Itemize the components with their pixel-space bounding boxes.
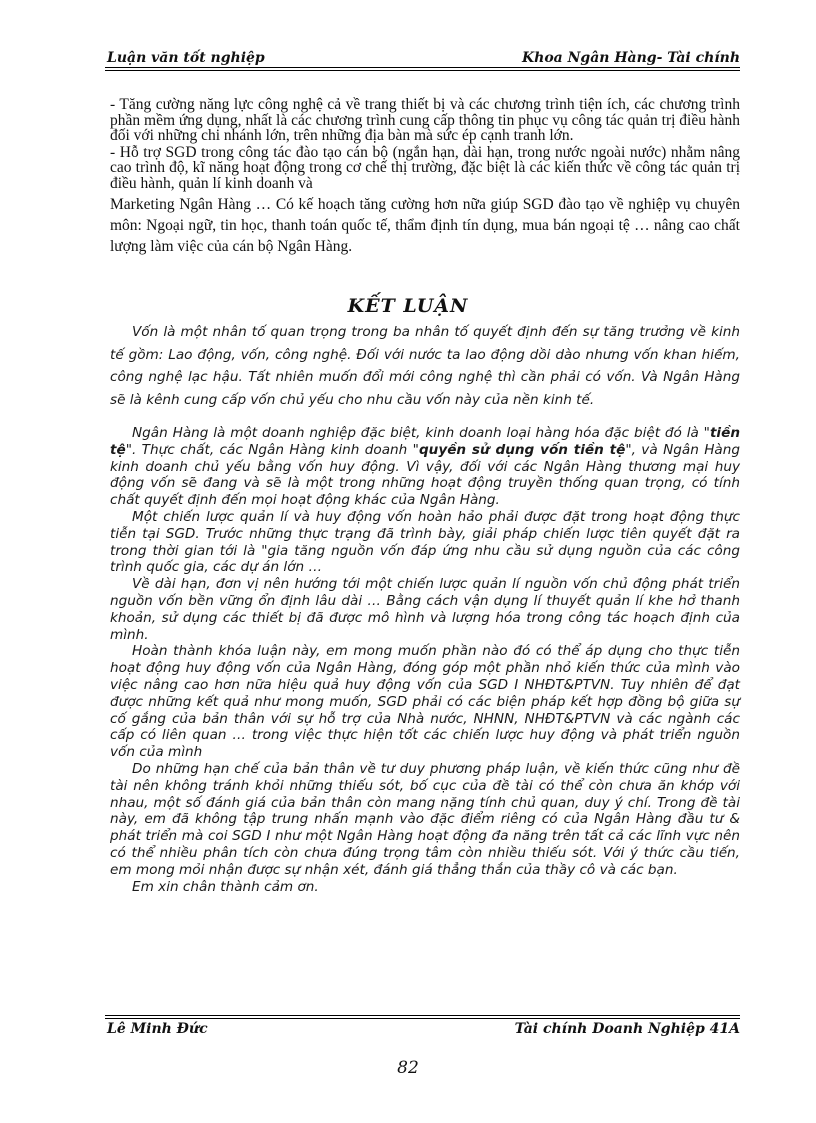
- emphasis-usage-right: quyền sử dụng vốn tiền tệ: [418, 441, 626, 458]
- recommendation-training: - Hỗ trợ SGD trong công tác đào tạo cán bộ (ngắn hạn, dài hạn, trong nước ngoài nước) nhằm nâng cao trình độ, kĩ năng hoạt động trong cơ chế thị trường, đặc biệt là các kiến thức về công tác quản trị điều hành, quản lí kinh doanh và: [110, 143, 740, 192]
- header-faculty-label: Khoa Ngân Hàng- Tài chính: [521, 50, 740, 66]
- footer-author: Lê Minh Đức: [107, 1021, 208, 1037]
- emphasis-currency: tiền tệ: [110, 425, 740, 458]
- paragraph-text: ", và Ngân Hàng kinh doanh chủ yếu bằng vốn huy động. Vì vậy, đối với các Ngân Hàng thương mại huy động vốn sẽ đang và sẽ là một trong những hoạt động truyền thống quan trọng, có tính chất quyết định đến mọi hoạt động khác của Ngân Hàng.: [110, 441, 740, 509]
- header-thesis-label: Luận văn tốt nghiệp: [107, 50, 265, 66]
- conclusion-paragraph-thanks: Em xin chân thành cảm ơn.: [132, 878, 319, 895]
- page-header: [105, 50, 740, 68]
- conclusion-paragraph-bank: [110, 425, 740, 509]
- paragraph-text: Ngân Hàng là một doanh nghiệp đặc biệt, kinh doanh loại hàng hóa đặc biệt đó là ": [132, 425, 710, 441]
- recommendation-marketing: Marketing Ngân Hàng … Có kế hoạch tăng cường hơn nữa giúp SGD đào tạo về nghiệp vụ chuyên môn: Ngoại ngữ, tin học, thanh toán quốc tế, thẩm định tín dụng, mua bán ngoại tệ … nâng cao chất lượng làm việc của cán bộ Ngân Hàng.: [110, 196, 740, 255]
- paragraph-text: ". Thực chất, các Ngân Hàng kinh doanh ": [125, 441, 419, 458]
- conclusion-paragraph-capital: Vốn là một nhân tố quan trọng trong ba nhân tố quyết định đến sự tăng trưởng về kinh tế gồm: Lao động, vốn, công nghệ. Đối với nước ta lao động dồi dào nhưng vốn khan hiếm, công nghệ lạc hậu. Tất nhiên muốn đổi mới công nghệ thì cần phải có vốn. Và Ngân Hàng sẽ là kênh cung cấp vốn chủ yếu cho nhu cầu vốn này của nền kinh tế.: [110, 324, 740, 408]
- conclusion-paragraph-strategy: Một chiến lược quản lí và huy động vốn hoàn hảo phải được đặt trong hoạt động thực tiễn tại SGD. Trước những thực trạng đã trình bày, giải pháp chiến lược tiên quyết đặt ra trong thời gian tới là "gia tăng nguồn vốn đáp ứng nhu cầu sử dụng nguồn của các công trình quốc gia, các dự án lớn …: [110, 508, 740, 576]
- footer-class: Tài chính Doanh Nghiệp 41A: [514, 1021, 740, 1037]
- footer-rule: [105, 1015, 740, 1016]
- recommendations-section: [110, 97, 740, 258]
- page-footer: [105, 1021, 740, 1041]
- conclusion-paragraph-thesis-goal: Hoàn thành khóa luận này, em mong muốn phần nào đó có thể áp dụng cho thực tiễn hoạt động huy động vốn của Ngân Hàng, đóng góp một phần nhỏ kiến thức của mình vào việc nâng cao hơn nữa hiệu quả huy động vốn của SGD I NHĐT&PTVN. Tuy nhiên để đạt được những kết quả như mong muốn, SGD phải có các biện pháp kết hợp đồng bộ giữa sự cố gắng của bản thân với sự hỗ trợ của Nhà nước, NHNN, NHĐT&PTVN và các ngành các cấp có liên quan … trong việc thực hiện tốt các chiến lược huy động và phát triển nguồn vốn của mình: [110, 643, 740, 761]
- conclusion-body: [110, 321, 740, 895]
- footer-rule-thin: [105, 1018, 740, 1019]
- conclusion-title: KẾT LUẬN: [347, 295, 469, 317]
- conclusion-paragraph-limitations: Do những hạn chế của bản thân về tư duy phương pháp luận, về kiến thức cũng như đề tài nên không tránh khỏi những thiếu sót, bố cục của đề tài có thể còn chưa ăn khớp với nhau, một số đánh giá của bản thân còn mang nặng tính chủ quan, duy ý chí. Trong đề tài này, em đã không tập trung nhấn mạnh vào đặc điểm riêng có của Ngân Hàng đầu tư & phát triển mà coi SGD I như một Ngân Hàng hoạt động đa năng trên tất cả các lĩnh vực nên có thể nhiều phân tích còn chưa đúng trọng tâm còn nhiều thiếu sót. Với ý thức cầu tiến, em mong mỏi nhận được sự nhận xét, đánh giá thẳng thắn của thầy cô và các bạn.: [110, 760, 740, 878]
- header-rule-thin: [105, 70, 740, 71]
- conclusion-paragraph-long-term: Về dài hạn, đơn vị nên hướng tới một chiến lược quản lí nguồn vốn chủ động phát triển nguồn vốn bền vững ổn định lâu dài … Bằng cách vận dụng lí thuyết quản lí khe hở thanh khoản, sử dụng các thiết bị đã được mô hình và lượng hóa trong công tác hoạch định của mình.: [110, 576, 740, 643]
- recommendation-technology: - Tăng cường năng lực công nghệ cả về trang thiết bị và các chương trình tiện ích, các chương trình phần mềm ứng dụng, nhất là các chương trình cung cấp thông tin phục vụ công tác quản trị điều hành đối với những chi nhánh lớn, trên những địa bàn mà sức ép cạnh tranh lớn.: [110, 96, 740, 144]
- page-number: 82: [397, 1058, 419, 1078]
- header-rule: [105, 67, 740, 68]
